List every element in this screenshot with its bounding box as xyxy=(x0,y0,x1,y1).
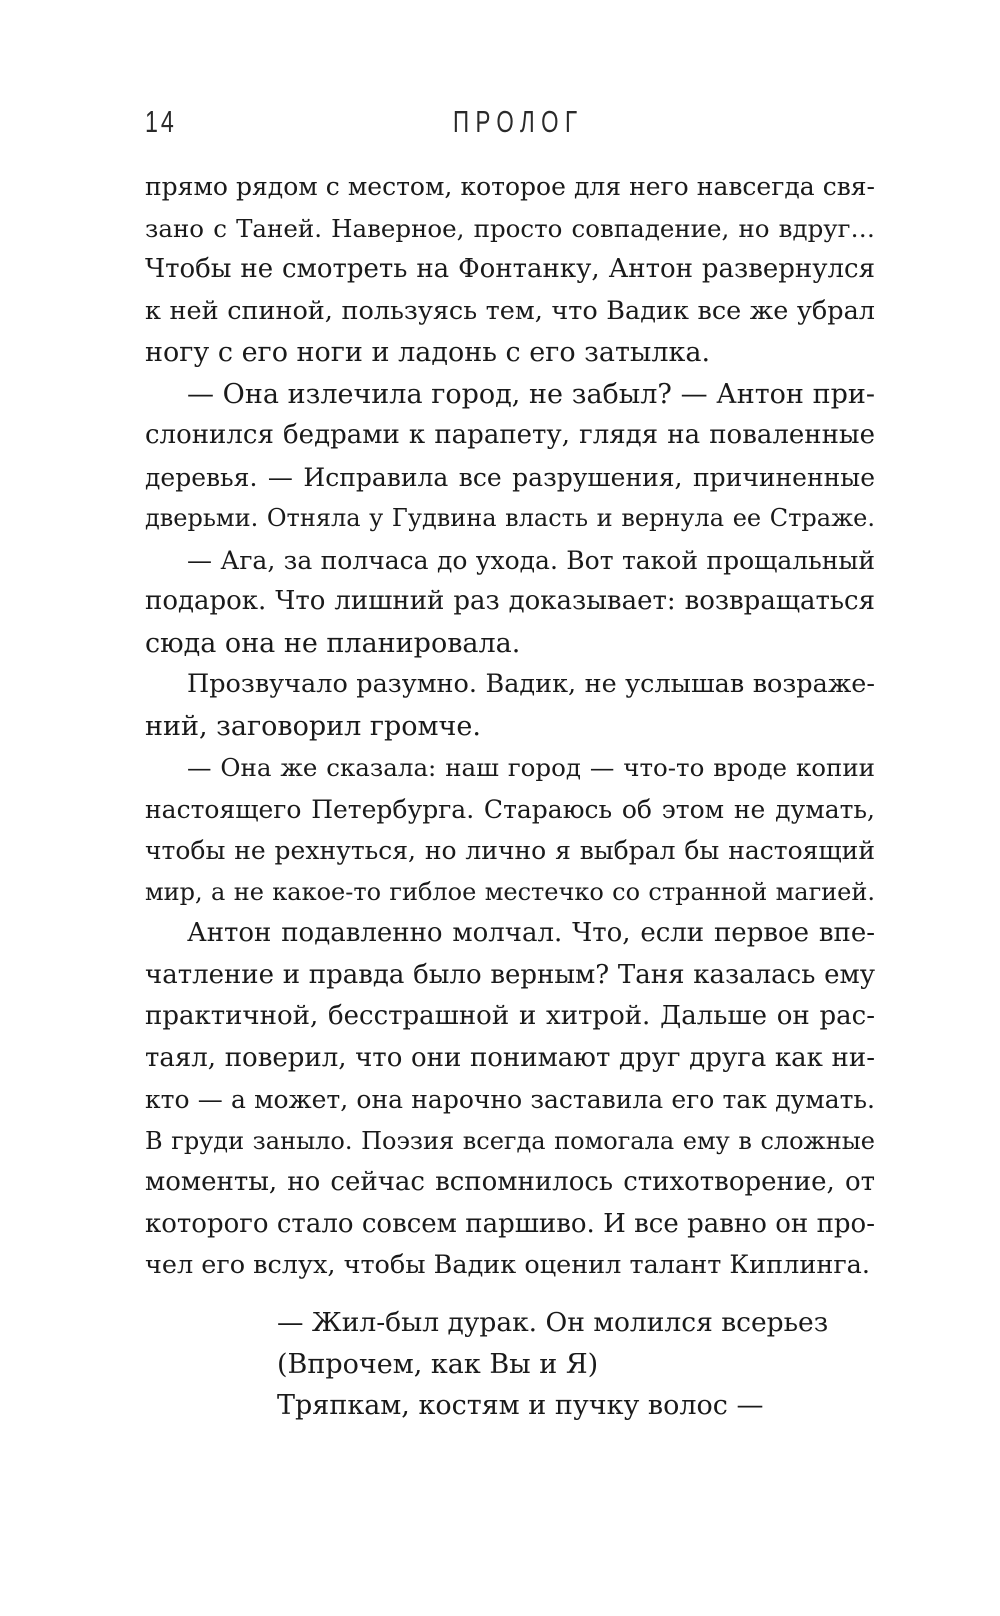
text-line: настоящего Петербурга. Стараюсь об этом не думать, xyxy=(145,794,875,824)
text-line: моменты, но сейчас вспомнилось стихотворение, от xyxy=(145,1167,875,1197)
verse-line: Тряпкам, костям и пучку волос — xyxy=(277,1390,764,1421)
text-line: — Она излечила город, не забыл? — Антон при- xyxy=(187,378,875,410)
section-title: ПРОЛОГ xyxy=(453,104,584,139)
text-line: практичной, бесстрашной и хитрой. Дальше он рас- xyxy=(145,1001,875,1031)
text-line: Антон подавленно молчал. Что, если первое впе- xyxy=(187,918,875,948)
text-line: — Она же сказала: наш город — что-то вроде копии xyxy=(187,753,875,782)
text-line: чтобы не рехнуться, но лично я выбрал бы настоящий xyxy=(145,836,875,865)
text-line: чел его вслух, чтобы Вадик оценил талант Киплинга. xyxy=(145,1250,870,1280)
text-line: — Ага, за полчаса до ухода. Вот такой прощальный xyxy=(187,545,875,575)
text-line: В груди заныло. Поэзия всегда помогала ему в сложные xyxy=(145,1126,875,1155)
text-line: Прозвучало разумно. Вадик, не услышав возраже- xyxy=(187,669,875,699)
verse-line: — Жил-был дурак. Он молился всерьез xyxy=(277,1307,829,1338)
text-line: зано с Таней. Наверное, просто совпадение, но вдруг… xyxy=(145,213,875,243)
text-line: которого стало совсем паршиво. И все равно он про- xyxy=(145,1208,875,1239)
text-line: ний, заговорил громче. xyxy=(145,710,481,742)
body-text xyxy=(145,166,875,1287)
text-line: мир, а не какое-то гиблое местечко со странной магией. xyxy=(145,877,875,906)
text-line: Чтобы не смотреть на Фонтанку, Антон развернулся xyxy=(145,254,875,284)
text-line: таял, поверил, что они понимают друг друга как ни- xyxy=(145,1042,875,1073)
verse-line: (Впрочем, как Вы и Я) xyxy=(277,1348,599,1380)
text-line: сюда она не планировала. xyxy=(145,627,521,659)
running-head xyxy=(145,104,875,144)
text-line: слонился бедрами к парапету, глядя на поваленные xyxy=(145,420,875,450)
text-line: к ней спиной, пользуясь тем, что Вадик все же убрал xyxy=(145,295,875,326)
poem-excerpt xyxy=(277,1302,837,1427)
text-line: деревья. — Исправила все разрушения, причиненные xyxy=(145,462,875,492)
text-line: подарок. Что лишний раз доказывает: возвращаться xyxy=(145,586,875,616)
page-number: 14 xyxy=(145,104,177,139)
text-line: чатление и правда было верным? Таня казалась ему xyxy=(145,959,875,990)
text-line: ногу с его ноги и ладонь с его затылка. xyxy=(145,337,711,368)
text-line: дверьми. Отняла у Гудвина власть и вернула ее Страже. xyxy=(145,504,875,532)
text-line: кто — а может, она нарочно заставила его так думать. xyxy=(145,1085,875,1114)
text-line: прямо рядом с местом, которое для него навсегда свя- xyxy=(145,172,875,201)
